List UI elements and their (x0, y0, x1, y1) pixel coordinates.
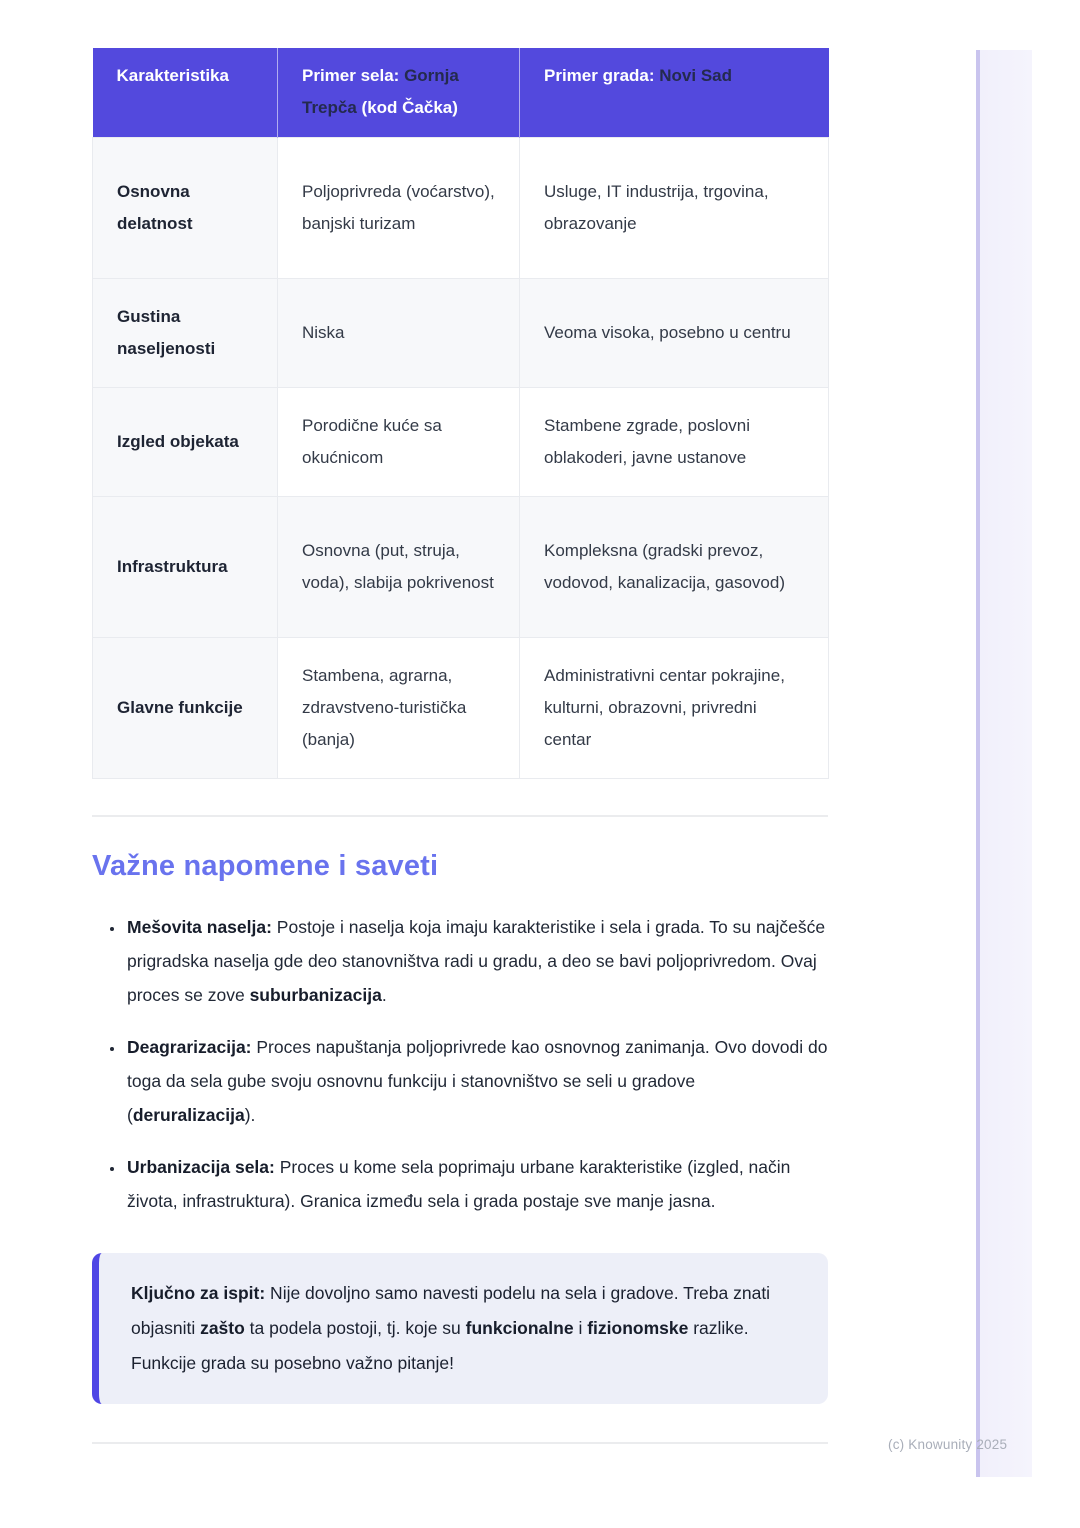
table-row (93, 279, 829, 388)
row-grad-cell: Stambene zgrade, poslovni oblakoderi, javne ustanove (520, 388, 829, 497)
row-label: Osnovna delatnost (93, 138, 278, 279)
header-cell-karakteristika: Karakteristika (93, 48, 278, 138)
section-divider-bottom (92, 1442, 828, 1444)
row-label: Infrastruktura (93, 497, 278, 638)
header-cell-primer-grada: Primer grada: Novi Sad (520, 48, 829, 138)
notes-list (92, 910, 828, 1218)
note-item-mesovita-naselja: • Mešovita naselja: Postoje i naselja koja imaju karakteristike i sela i grada. To su najčešće prigradska naselja gde deo stanovništva radi u gradu, a deo se bavi poljoprivredom. Ovaj proces se zove suburbanizacija. (125, 910, 828, 1012)
document-content (92, 48, 828, 1444)
page-edge-panel (976, 50, 1032, 1477)
row-label: Glavne funkcije (93, 638, 278, 779)
header-cell-primer-sela: Primer sela: Gornja Trepča (kod Čačka) (278, 48, 520, 138)
exam-tip-callout: Ključno za ispit: Nije dovoljno samo navesti podelu na sela i gradove. Treba znati objasniti zašto ta podela postoji, tj. koje su funkcionalne i fizionomske razlike. Funkcije grada su posebno važno pitanje! (92, 1253, 828, 1404)
note-item-urbanizacija-sela: • Urbanizacija sela: Proces u kome sela poprimaju urbane karakteristike (izgled, način života, infrastruktura). Granica između sela i grada postaje sve manje jasna. (125, 1150, 828, 1218)
row-selo-cell: Stambena, agrarna, zdravstveno-turistička (banja) (278, 638, 520, 779)
row-label: Izgled objekata (93, 388, 278, 497)
copyright-text: (c) Knowunity 2025 (888, 1437, 1008, 1452)
table-row (93, 388, 829, 497)
row-grad-cell: Veoma visoka, posebno u centru (520, 279, 829, 388)
row-grad-cell: Kompleksna (gradski prevoz, vodovod, kanalizacija, gasovod) (520, 497, 829, 638)
note-item-deagrarizacija: • Deagrarizacija: Proces napuštanja poljoprivrede kao osnovnog zanimanja. Ovo dovodi do toga da sela gube svoju osnovnu funkciju i stanovništvo se seli u gradove (deruralizacija). (125, 1030, 828, 1132)
comparison-table (92, 48, 829, 779)
comparison-table-header (93, 48, 829, 138)
section-title: Važne napomene i saveti (92, 850, 439, 882)
section-divider-top (92, 815, 828, 817)
row-grad-cell: Administrativni centar pokrajine, kulturni, obrazovni, privredni centar (520, 638, 829, 779)
table-row (93, 497, 829, 638)
row-selo-cell: Porodične kuće sa okućnicom (278, 388, 520, 497)
table-row (93, 138, 829, 279)
row-selo-cell: Osnovna (put, struja, voda), slabija pokrivenost (278, 497, 520, 638)
table-row (93, 638, 829, 779)
row-selo-cell: Niska (278, 279, 520, 388)
row-selo-cell: Poljoprivreda (voćarstvo), banjski turizam (278, 138, 520, 279)
row-grad-cell: Usluge, IT industrija, trgovina, obrazovanje (520, 138, 829, 279)
row-label: Gustina naseljenosti (93, 279, 278, 388)
